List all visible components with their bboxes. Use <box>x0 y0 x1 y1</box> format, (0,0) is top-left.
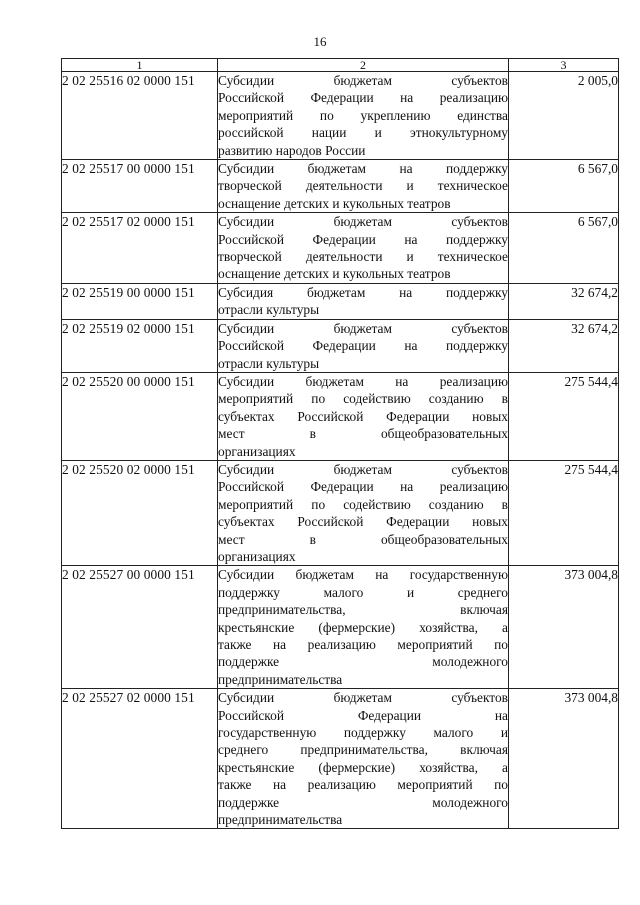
income-code-cell: 2 02 25516 02 0000 151 <box>62 72 218 160</box>
income-name-cell <box>218 566 509 689</box>
amount-cell: 32 674,2 <box>509 283 619 319</box>
amount-cell: 373 004,8 <box>509 689 619 829</box>
amount-cell: 6 567,0 <box>509 160 619 213</box>
table-row <box>62 319 619 372</box>
income-code-cell: 2 02 25517 02 0000 151 <box>62 213 218 284</box>
income-name-line: Субсидии бюджетам субъектов <box>218 73 508 88</box>
income-name-line: оснащение детских и кукольных театров <box>218 266 451 282</box>
income-name-line: развитию народов России <box>218 142 366 158</box>
column-header-amount: 3 <box>509 59 619 72</box>
income-name-line: Российской Федерации на реализацию <box>218 90 508 106</box>
table-row <box>62 372 619 460</box>
income-code-cell: 2 02 25519 02 0000 151 <box>62 319 218 372</box>
income-name-line: творческой деятельности и техническое <box>218 178 508 194</box>
income-code-cell: 2 02 25519 00 0000 151 <box>62 283 218 319</box>
budget-table <box>61 58 619 829</box>
amount-cell: 32 674,2 <box>509 319 619 372</box>
income-name-line: Российской Федерации на реализацию <box>218 479 508 495</box>
table-row <box>62 283 619 319</box>
table-row <box>62 160 619 213</box>
column-header-name: 2 <box>218 59 509 72</box>
income-name-line: субъектах Российской Федерации новых <box>218 514 508 530</box>
income-name-cell <box>218 460 509 565</box>
amount-cell: 275 544,4 <box>509 460 619 565</box>
income-name-cell <box>218 160 509 213</box>
income-name-line: мероприятий по укреплению единства <box>218 107 508 123</box>
income-name-cell <box>218 72 509 160</box>
income-name-line: мероприятий по содействию созданию в <box>218 496 508 512</box>
column-header-code: 1 <box>62 59 218 72</box>
amount-cell: 275 544,4 <box>509 372 619 460</box>
table-row <box>62 213 619 284</box>
income-name-line: Субсидии бюджетам на поддержку <box>218 161 508 177</box>
income-name-cell <box>218 213 509 284</box>
table-row <box>62 689 619 829</box>
income-name-line: предпринимательства <box>218 671 343 687</box>
income-name-line: предпринимательства, включая <box>218 602 508 618</box>
income-name-line: субъектах Российской Федерации новых <box>218 408 508 424</box>
amount-cell: 6 567,0 <box>509 213 619 284</box>
table-row <box>62 72 619 160</box>
income-name-line: Субсидия бюджетам на поддержку <box>218 284 508 300</box>
income-name-line: также на реализацию мероприятий по <box>218 777 508 793</box>
income-name-line: Российской Федерации на поддержку <box>218 338 508 354</box>
income-name-line: оснащение детских и кукольных театров <box>218 195 451 211</box>
income-code-cell: 2 02 25520 00 0000 151 <box>62 372 218 460</box>
income-name-line: мероприятий по содействию созданию в <box>218 391 508 407</box>
income-name-line: творческой деятельности и техническое <box>218 249 508 265</box>
amount-cell: 2 005,0 <box>509 72 619 160</box>
table-row <box>62 566 619 689</box>
income-name-line: Субсидии бюджетам на реализацию <box>218 373 508 389</box>
table-row <box>62 460 619 565</box>
income-name-line: мест в общеобразовательных <box>218 426 508 442</box>
income-code-cell: 2 02 25527 02 0000 151 <box>62 689 218 829</box>
income-name-line: Российской Федерации на <box>218 707 508 723</box>
income-name-line: Субсидии бюджетам субъектов <box>218 214 508 230</box>
income-name-line: отрасли культуры <box>218 355 320 371</box>
table-body <box>62 72 619 829</box>
income-name-line: среднего предпринимательства, включая <box>218 742 508 758</box>
income-name-line: отрасли культуры <box>218 302 320 318</box>
income-name-line: Субсидии бюджетам субъектов <box>218 461 508 477</box>
income-name-line: крестьянские (фермерские) хозяйства, а <box>218 619 508 635</box>
income-name-line: Субсидии бюджетам субъектов <box>218 320 508 336</box>
income-code-cell: 2 02 25517 00 0000 151 <box>62 160 218 213</box>
table-header-row <box>62 59 619 72</box>
income-name-line: Субсидии бюджетам на государственную <box>218 567 508 583</box>
income-name-line: поддержку малого и среднего <box>218 584 508 600</box>
page-number: 16 <box>313 34 327 49</box>
income-name-line: предпринимательства <box>218 812 343 828</box>
income-name-line: Российской Федерации на поддержку <box>218 231 508 247</box>
income-name-line: государственную поддержку малого и <box>218 725 508 741</box>
income-name-line: мест в общеобразовательных <box>218 531 508 547</box>
income-code-cell: 2 02 25527 00 0000 151 <box>62 566 218 689</box>
amount-cell: 373 004,8 <box>509 566 619 689</box>
income-name-line: организациях <box>218 443 296 459</box>
income-name-line: российской нации и этнокультурному <box>218 125 508 141</box>
income-name-line: поддержке молодежного <box>218 654 508 670</box>
income-name-line: Субсидии бюджетам субъектов <box>218 690 508 706</box>
income-name-cell <box>218 319 509 372</box>
income-name-line: организациях <box>218 548 296 564</box>
income-name-cell <box>218 372 509 460</box>
income-name-cell <box>218 283 509 319</box>
income-name-line: также на реализацию мероприятий по <box>218 637 508 652</box>
income-name-line: поддержке молодежного <box>218 794 508 810</box>
income-code-cell: 2 02 25520 02 0000 151 <box>62 460 218 565</box>
income-name-cell <box>218 689 509 829</box>
income-name-line: крестьянские (фермерские) хозяйства, а <box>218 759 508 775</box>
